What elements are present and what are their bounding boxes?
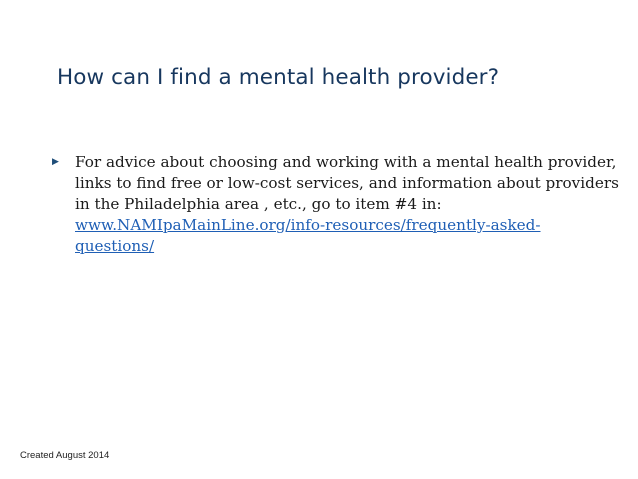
slide-title: How can I find a mental health provider?: [57, 65, 500, 90]
bullet-text: [72, 152, 619, 257]
triangle-bullet-icon: ▶: [52, 157, 59, 167]
bullet-text-line: For advice about choosing and working with a mental health provider,: [75, 153, 617, 171]
bullet-text-line: in the Philadelphia area , etc., go to item #4 in:: [75, 195, 442, 213]
resource-link-line: [75, 236, 619, 257]
bullet-text-line: links to find free or low-cost services, and information about providers: [75, 174, 619, 192]
resource-link[interactable]: www.NAMIpaMainLine.org/info-resources/frequently-asked-: [75, 216, 541, 234]
bullet-item: [46, 152, 619, 257]
resource-link-continued[interactable]: questions/: [75, 237, 155, 255]
footer-created-date: Created August 2014: [20, 450, 110, 461]
resource-link-line: [75, 215, 619, 236]
